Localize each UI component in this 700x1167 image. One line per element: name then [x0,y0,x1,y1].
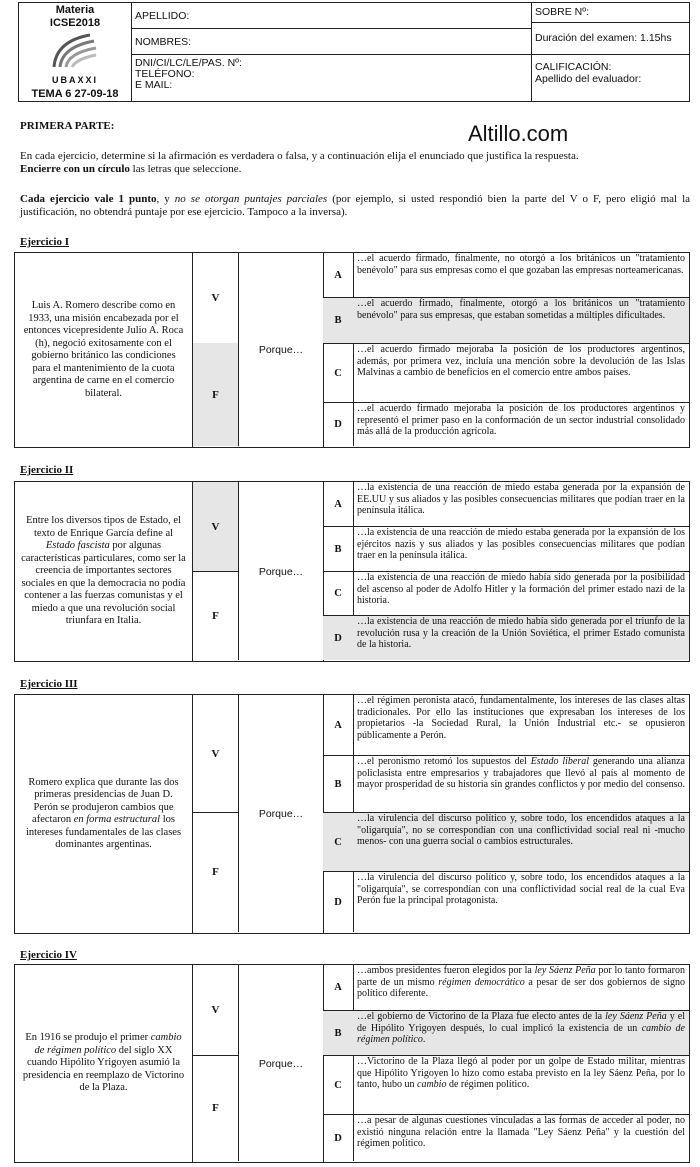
porque-label: Porque… [239,253,324,447]
exercise-1-option-c[interactable]: C …el acuerdo firmado mejoraba la posición de los productores argentinos, además, por primera vez, incluía una mención sobre la devolución de las Islas Malvinas a cambio de beneficios en el comercio entre ambos países. [323,343,689,402]
instructions-1: En cada ejercicio, determine si la afirmación es verdadera o falsa, y a continuación elija el enunciado que justifica la respuesta. Encierre con un círculo las letras que seleccione. [20,150,579,175]
exercise-2-option-a[interactable]: A …la existencia de una reacción de miedo estaba generada por la expansión de EE.UU y sus aliados y las posibles consecuencias militares que podían traer en la península itálica. [323,482,689,526]
evaluador-label: Apellido del evaluador: [535,73,642,85]
tema-label: TEMA 6 27-09-18 [31,88,119,100]
exercise-4-option-a[interactable]: A …ambos presidentes fueron elegidos por la ley Sáenz Peña por lo tanto formaron parte de un mismo régimen democrático a pesar de ser dos gobiernos de signo político diferente. [323,965,689,1010]
exercise-3-option-c[interactable]: C …la virulencia del discurso político y, sobre todo, los encendidos ataques a la "oligarquía", no se correspondían con una conflictividad social real ni -mucho menos- con una guerra social o cambios estructurales. [323,812,689,871]
porque-label: Porque… [239,965,324,1162]
email-field[interactable]: E MAIL: [135,79,173,91]
apellido-field[interactable]: APELLIDO: [131,3,531,29]
calificacion-label: CALIFICACIÓN: [535,61,612,73]
exam-info [531,3,689,101]
instructions-2: Cada ejercicio vale 1 punto, y no se otorgan puntajes parciales (por ejemplo, si usted respondió bien la parte del V o F, pero eligió mal la justificación, no obtendrá puntaje por ese ejercicio. Tampoco a la inversa). [20,193,691,218]
exercise-1-statement: Luis A. Romero describe como en 1933, una misión encabezada por el entonces vicepresidente Julio A. Roca (h), negoció exitosamente con el gobierno británico las condiciones para el mantenimiento de la cuota argentina de carne en el comercio bilateral. [15,253,193,447]
exercise-1-v[interactable]: V [193,253,239,343]
uba-logo-icon [50,31,100,71]
uba-logo-block [19,3,132,101]
exercise-4-v[interactable]: V [193,965,239,1055]
exercise-3-statement: Romero explica que durante las dos primeras presidencias de Juan D. Perón se produjeron cambios que afectaron en forma estructural los intereses fundamentales de las clases dominantes argentinas. [15,695,193,933]
exercise-1-option-d[interactable]: D …el acuerdo firmado mejoraba la posición de los productores argentinos y representó el primer paso en la conformación de un sector industrial consolidado más allá de la producción agrícola. [323,402,689,446]
exercise-1-f[interactable]: F [193,343,239,446]
exercise-3-title: Ejercicio III [20,678,78,690]
section-title: PRIMERA PARTE: [20,120,115,132]
watermark: Altillo.com [468,121,569,146]
exercise-1-option-a[interactable]: A …el acuerdo firmado, finalmente, no otorgó a los británicos un "tratamiento benévolo" para sus empresas como el que gozaban las empresas norteamericanas. [323,253,689,297]
exercise-2-statement: Entre los diversos tipos de Estado, el texto de Enrique García define al Estado fascista por algunas características particulares, como ser la creencia de importantes sectores sociales en que la democracia no podía contener a las fuerzas comunistas y el miedo a que una revolución social triunfara en Italia. [15,482,193,661]
student-fields [131,3,532,101]
exercise-4-option-d[interactable]: D …a pesar de algunas cuestiones vinculadas a las formas de acceder al poder, no existió ninguna relación entre la llamada "Ley Sáenz Peña" y la cuestión del régimen político. [323,1114,689,1161]
exercise-1-title: Ejercicio I [20,236,69,248]
exercise-2-title: Ejercicio II [20,464,74,476]
exercise-1 [14,252,690,448]
exercise-2-option-b[interactable]: B …la existencia de una reacción de miedo estaba generada por la expansión de los ejércitos nazis y sus aliados y las posibles consecuencias militares que podían traer en la península itálica. [323,526,689,571]
telefono-field[interactable]: TELÉFONO: [135,68,195,80]
exercise-4-option-b[interactable]: B …el gobierno de Victorino de la Plaza fue electo antes de la ley Sáenz Peña y el de Hipólito Yrigoyen después, lo cual implicó la existencia de un cambio de régimen político. [323,1010,689,1055]
duracion-label: Duración del examen: 1.15hs [531,23,689,55]
exercise-2-option-c[interactable]: C …la existencia de una reacción de miedo había sido generada por la posibilidad del ascenso al poder de Adolfo Hitler y la formación del primer estado nazi de la historia. [323,571,689,615]
exercise-3-v[interactable]: V [193,695,239,812]
exercise-2 [14,481,690,662]
porque-label: Porque… [239,695,324,933]
exercise-2-option-d[interactable]: D …la existencia de una reacción de miedo había sido generada por el triunfo de la revolución rusa y la creación de la Unión Soviética, el primer Estado comunista de la historia. [323,615,689,660]
porque-label: Porque… [239,482,324,661]
exercise-4-statement: En 1916 se produjo el primer cambio de régimen político del siglo XX cuando Hipólito Yrigoyen asumió la presidencia en reemplazo de Victorino de la Plaza. [15,965,193,1162]
exercise-3-option-d[interactable]: D …la virulencia del discurso político y, sobre todo, los encendidos ataques a la "oligarquía", se correspondían con una conflictividad social real de la cual Eva Perón fue la principal protagonista. [323,871,689,932]
dni-field[interactable]: DNI/CI/LC/LE/PAS. Nº: [135,57,242,69]
exam-header [18,2,690,102]
materia-code: ICSE2018 [49,17,101,29]
exercise-1-option-b[interactable]: B …el acuerdo firmado, finalmente, otorgó a los británicos un "tratamiento benévolo" para sus empresas, que estaban sometidas a múltiples dificultades. [323,297,689,343]
exercise-3-option-a[interactable]: A …el régimen peronista atacó, fundamentalmente, los intereses de las clases altas tradicionales. Por ello las instituciones que expresaban los intereses de los propietarios -la Sociedad Rural, la Unión Industrial etc.- se opusieron públicamente a Perón. [323,695,689,755]
exercise-4-title: Ejercicio IV [20,949,77,961]
exercise-3-f[interactable]: F [193,812,239,932]
exercise-2-v[interactable]: V [193,482,239,571]
exercise-4 [14,964,690,1163]
nombres-field[interactable]: NOMBRES: [131,29,531,55]
materia-label: Materia [55,4,95,16]
ubaxxi-label: UBAXXI [51,75,98,85]
exercise-4-f[interactable]: F [193,1055,239,1161]
exercise-4-option-c[interactable]: C …Victorino de la Plaza llegó al poder por un golpe de Estado militar, mientras que Hipólito Yrigoyen lo hizo como estaba previsto en la ley Sáenz Peña, por lo tanto, hubo un cambio de régimen político. [323,1055,689,1114]
sobre-field: SOBRE Nº: [531,3,689,23]
exercise-3 [14,694,690,934]
exercise-2-f[interactable]: F [193,571,239,660]
exercise-3-option-b[interactable]: B …el peronismo retomó los supuestos del Estado liberal generando una alianza policlasista entre empresarios y trabajadores que llevó al país al momento de mayor prosperidad de su historia sin grandes conflictos y por medio del consenso. [323,755,689,812]
